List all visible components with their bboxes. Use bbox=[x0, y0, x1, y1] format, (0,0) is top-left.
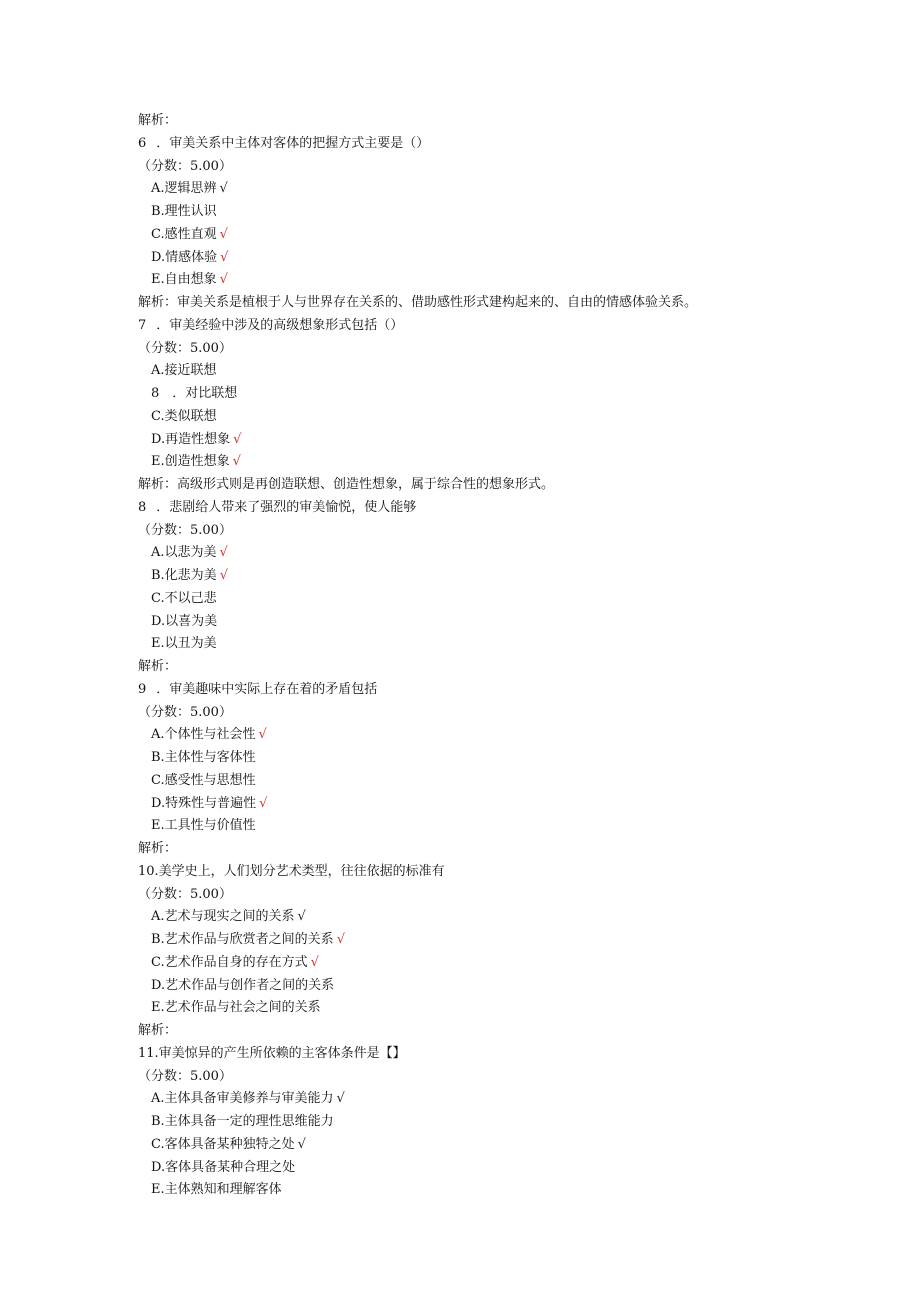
option-label: E.创造性想象 bbox=[151, 454, 230, 470]
option-label: C.客体具备某种独特之处 bbox=[151, 1136, 295, 1152]
explanation-line: 解析：高级形式则是再创造联想、创造性想象，属于综合性的想象形式。 bbox=[138, 477, 555, 492]
answer-option bbox=[138, 793, 838, 816]
checkmark-icon: √ bbox=[219, 272, 228, 288]
checkmark-icon: √ bbox=[220, 249, 229, 265]
option-label: E.自由想象 bbox=[151, 272, 217, 288]
option-label: D.以喜为美 bbox=[151, 613, 218, 629]
question-score: （分数：5.00） bbox=[138, 1068, 232, 1084]
question-stem bbox=[138, 1043, 838, 1066]
question-score: （分数：5.00） bbox=[138, 158, 232, 174]
checkmark-icon: √ bbox=[259, 795, 268, 811]
option-label: B.主体具备一定的理性思维能力 bbox=[151, 1114, 334, 1129]
question-text: ．审美趣味中实际上存在着的矛盾包括 bbox=[156, 681, 378, 697]
option-label: C.不以己悲 bbox=[151, 590, 217, 606]
answer-option bbox=[138, 724, 838, 747]
option-label: E.主体熟知和理解客体 bbox=[151, 1182, 282, 1198]
explanation-line: 解析：审美关系是植根于人与世界存在关系的、借助感性形式建构起来的、自由的情感体验关系。 bbox=[138, 295, 698, 310]
question-number: 6 bbox=[138, 135, 147, 151]
question-text: ．审美经验中涉及的高级想象形式包括（） bbox=[156, 317, 404, 333]
option-label: D.客体具备某种合理之处 bbox=[151, 1159, 296, 1175]
question-block bbox=[138, 861, 838, 1043]
checkmark-icon: √ bbox=[219, 226, 228, 242]
question-block bbox=[138, 133, 838, 315]
option-label: E.艺术作品与社会之间的关系 bbox=[151, 1000, 321, 1016]
question-block bbox=[138, 679, 838, 861]
question-stem bbox=[138, 315, 838, 338]
answer-option bbox=[138, 975, 838, 998]
option-label: C.感性直观 bbox=[151, 226, 217, 242]
checkmark-icon: √ bbox=[232, 454, 241, 470]
question-block bbox=[138, 315, 838, 497]
option-label: D.再造性想象 bbox=[151, 431, 231, 447]
answer-option bbox=[138, 565, 838, 588]
answer-option bbox=[138, 1111, 838, 1134]
answer-option bbox=[138, 611, 838, 634]
question-stem bbox=[138, 861, 838, 884]
question-stem bbox=[138, 133, 838, 156]
question-text: ．悲剧给人带来了强烈的审美愉悦，使人能够 bbox=[156, 499, 417, 515]
option-label: D.情感体验 bbox=[151, 249, 218, 265]
answer-option bbox=[138, 224, 838, 247]
question-score: （分数：5.00） bbox=[138, 522, 232, 538]
explanation-line: 解析： bbox=[138, 1023, 178, 1038]
question-stem bbox=[138, 497, 838, 520]
option-label: C.艺术作品自身的存在方式 bbox=[151, 954, 308, 970]
answer-option bbox=[138, 451, 838, 474]
question-block bbox=[138, 1043, 838, 1202]
option-label: A.主体具备审美修养与审美能力 bbox=[151, 1091, 334, 1107]
answer-option bbox=[138, 542, 838, 565]
option-label: A.艺术与现实之间的关系 bbox=[151, 909, 295, 925]
option-label: B.艺术作品与欣赏者之间的关系 bbox=[151, 932, 334, 947]
answer-option bbox=[138, 360, 838, 383]
checkmark-icon: √ bbox=[310, 954, 319, 970]
explanation-line: 解析： bbox=[138, 113, 178, 128]
answer-option bbox=[138, 997, 838, 1020]
explanation-line: 解析： bbox=[138, 659, 178, 674]
answer-option bbox=[138, 929, 838, 952]
question-block bbox=[138, 497, 838, 679]
question-text: .美学史上，人们划分艺术类型，往往依据的标准有 bbox=[154, 863, 445, 879]
option-label: 8 ．对比联想 bbox=[151, 386, 238, 401]
question-number: 11 bbox=[138, 1045, 155, 1061]
question-text: .审美惊异的产生所依赖的主客体条件是【】 bbox=[154, 1045, 406, 1061]
question-stem bbox=[138, 679, 838, 702]
checkmark-icon: √ bbox=[336, 1091, 345, 1107]
exam-document bbox=[138, 110, 838, 1202]
explanation-line: 解析： bbox=[138, 841, 178, 856]
answer-option bbox=[138, 588, 838, 611]
answer-option bbox=[138, 406, 838, 429]
question-text: ．审美关系中主体对客体的把握方式主要是（） bbox=[156, 135, 430, 151]
answer-option bbox=[138, 1134, 838, 1157]
option-label: E.工具性与价值性 bbox=[151, 818, 256, 834]
answer-option bbox=[138, 906, 838, 929]
checkmark-icon: √ bbox=[233, 431, 242, 447]
answer-option bbox=[138, 201, 838, 224]
answer-option bbox=[138, 1088, 838, 1111]
answer-option bbox=[138, 815, 838, 838]
checkmark-icon: √ bbox=[219, 181, 228, 197]
answer-option bbox=[138, 1157, 838, 1180]
option-label: C.类似联想 bbox=[151, 408, 217, 424]
option-label: B.理性认识 bbox=[151, 204, 217, 219]
option-label: E.以丑为美 bbox=[151, 636, 217, 652]
option-label: A.个体性与社会性 bbox=[151, 727, 256, 743]
question-score: （分数：5.00） bbox=[138, 704, 232, 720]
answer-option bbox=[138, 269, 838, 292]
option-label: A.接近联想 bbox=[151, 363, 217, 379]
answer-option bbox=[138, 770, 838, 793]
question-number: 9 bbox=[138, 681, 147, 697]
question-number: 7 bbox=[138, 317, 147, 333]
question-number: 10 bbox=[138, 863, 155, 879]
question-score: （分数：5.00） bbox=[138, 340, 232, 356]
option-label: A.逻辑思辨 bbox=[151, 181, 217, 197]
checkmark-icon: √ bbox=[336, 932, 345, 947]
option-label: D.艺术作品与创作者之间的关系 bbox=[151, 977, 335, 993]
checkmark-icon: √ bbox=[219, 545, 228, 561]
checkmark-icon: √ bbox=[297, 1136, 306, 1152]
option-label: B.化悲为美 bbox=[151, 568, 217, 583]
answer-option bbox=[138, 952, 838, 975]
answer-option bbox=[138, 383, 838, 406]
option-label: C.感受性与思想性 bbox=[151, 772, 256, 788]
question-score: （分数：5.00） bbox=[138, 886, 232, 902]
option-label: B.主体性与客体性 bbox=[151, 750, 256, 765]
question-list bbox=[138, 133, 838, 1202]
option-label: A.以悲为美 bbox=[151, 545, 217, 561]
answer-option bbox=[138, 429, 838, 452]
answer-option bbox=[138, 178, 838, 201]
answer-option bbox=[138, 747, 838, 770]
answer-option bbox=[138, 633, 838, 656]
checkmark-icon: √ bbox=[258, 727, 267, 743]
option-label: D.特殊性与普遍性 bbox=[151, 795, 257, 811]
question-number: 8 bbox=[138, 499, 147, 515]
answer-option bbox=[138, 247, 838, 270]
checkmark-icon: √ bbox=[219, 568, 228, 583]
answer-option bbox=[138, 1179, 838, 1202]
checkmark-icon: √ bbox=[297, 909, 306, 925]
